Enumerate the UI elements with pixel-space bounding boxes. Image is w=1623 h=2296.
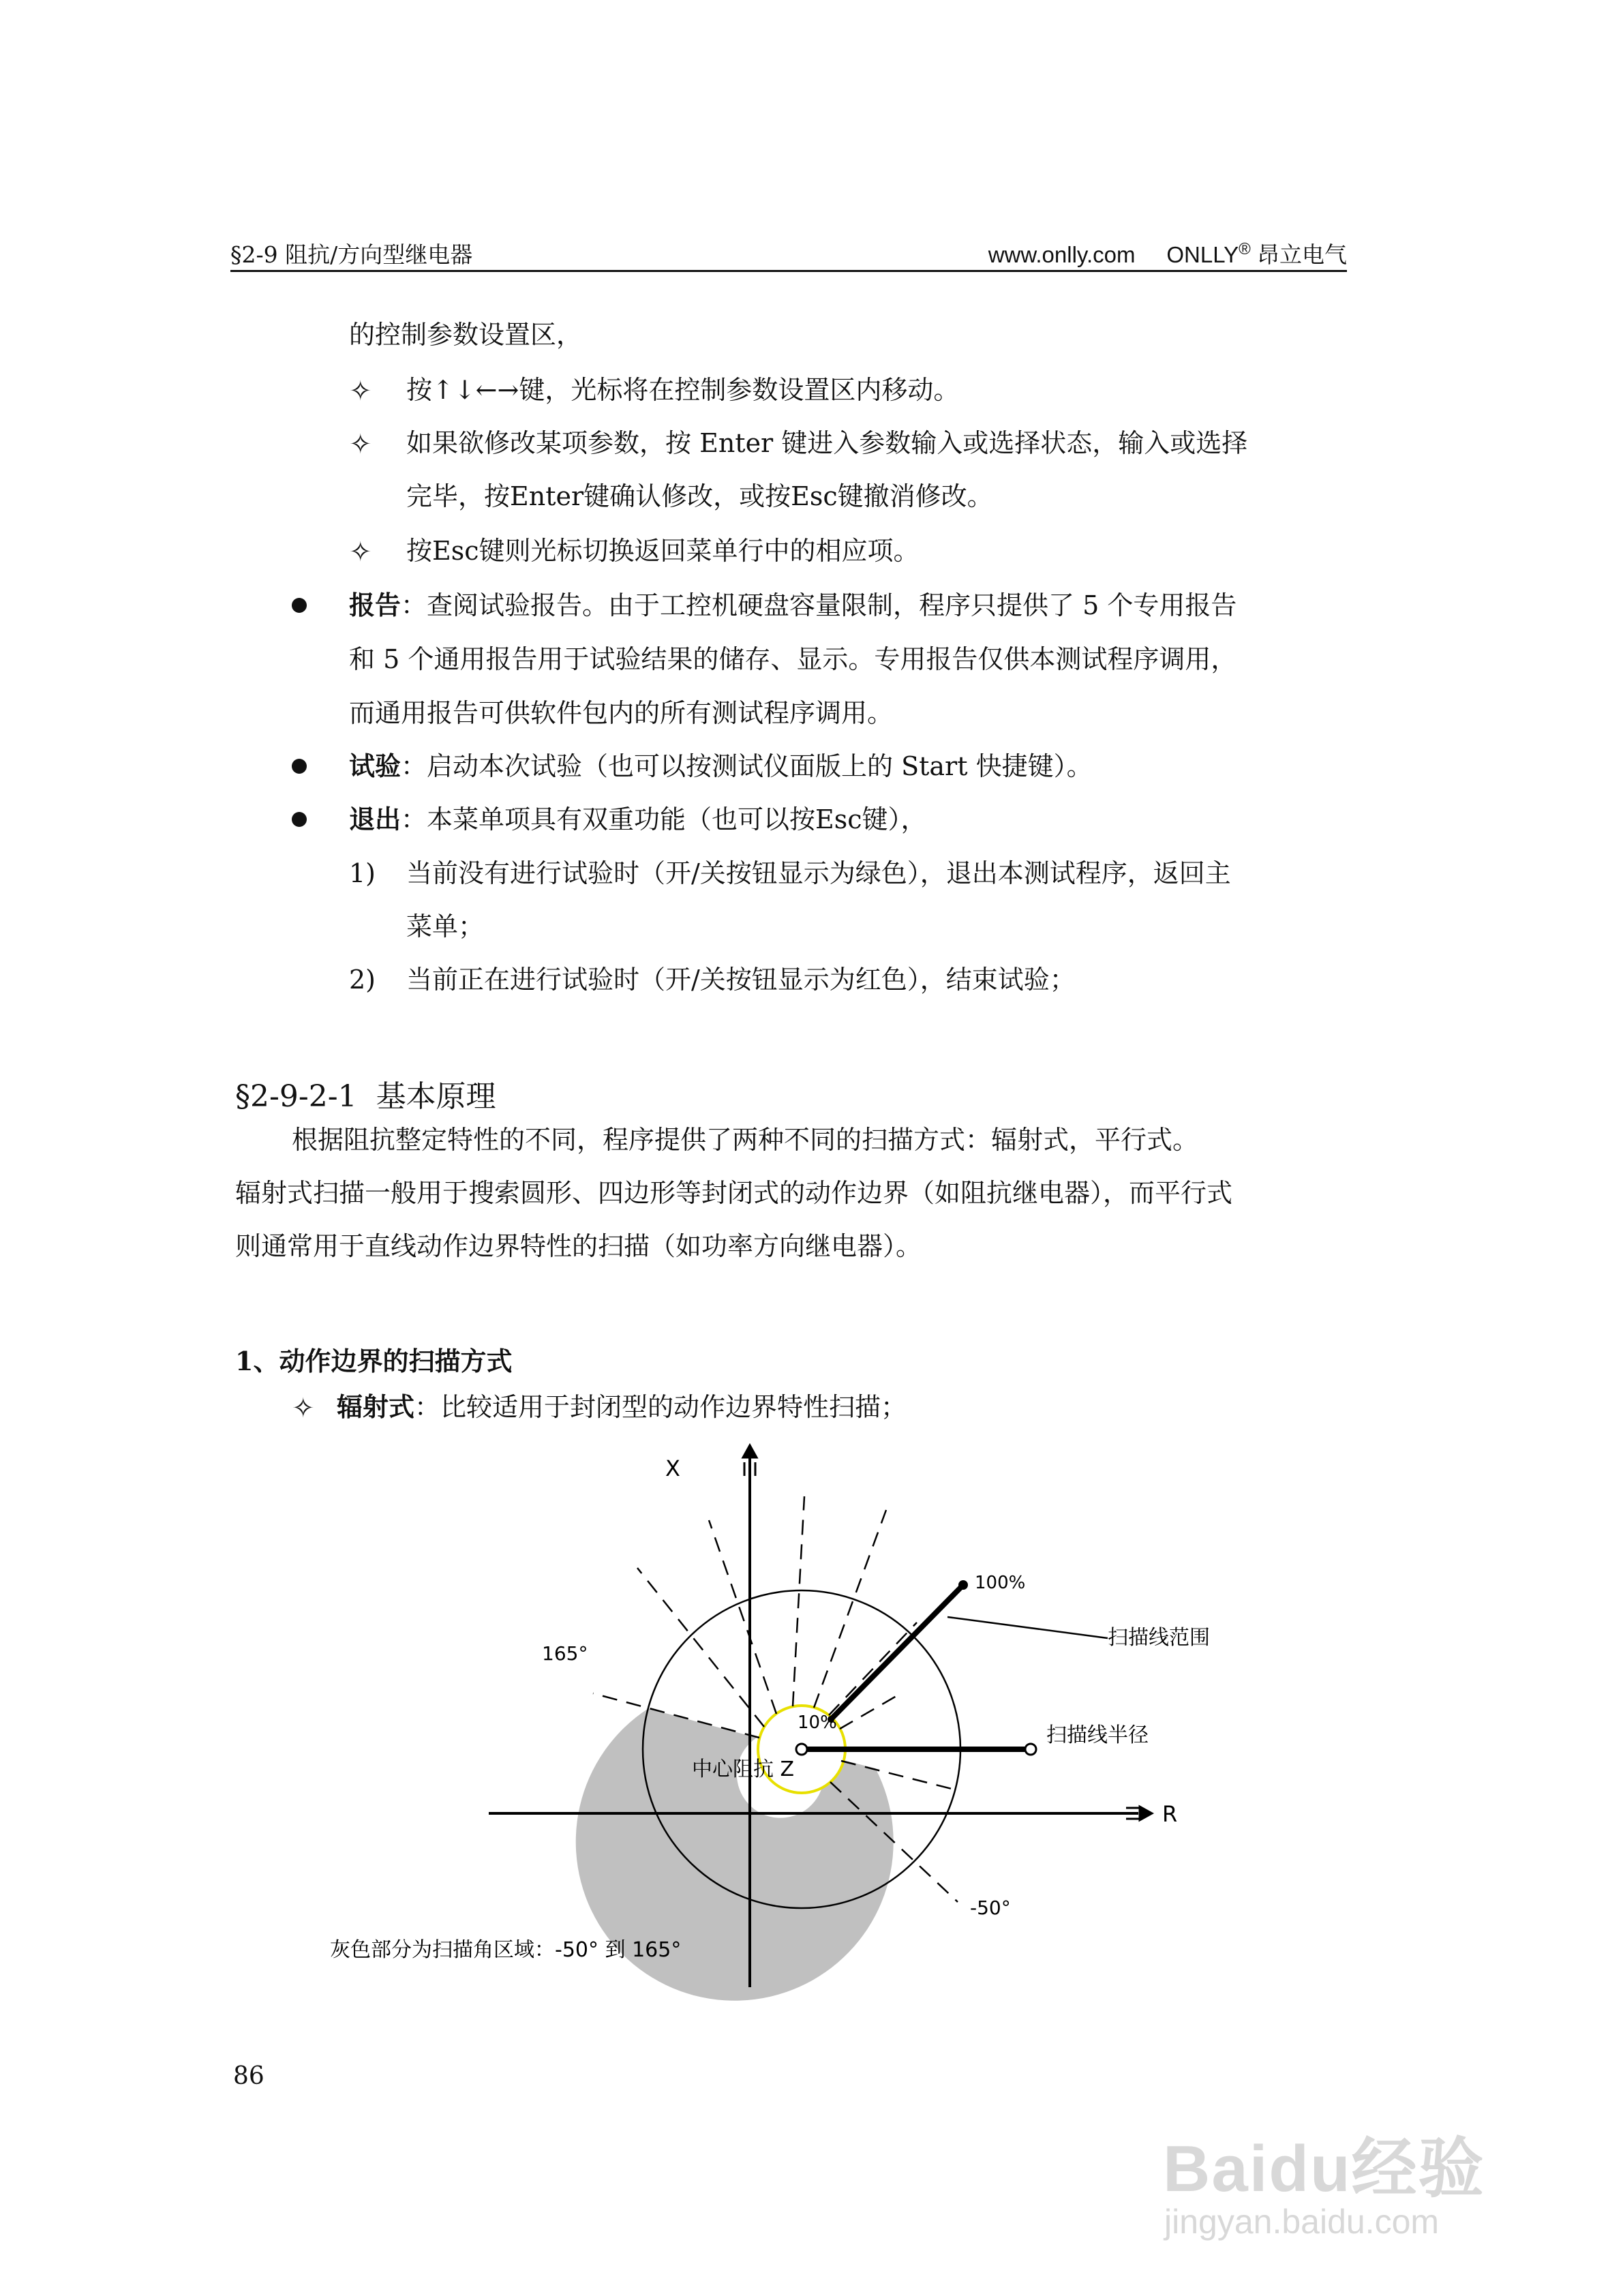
exit-subitem-2: 当前正在进行试验时（开/关按钮显示为红色），结束试验； xyxy=(406,965,1076,995)
scan-range-label: 扫描线范围 xyxy=(1108,1626,1210,1650)
angle-start-label: 165° xyxy=(542,1642,588,1665)
endpoint-100 xyxy=(958,1580,968,1590)
diamond-bullet-icon: ✧ xyxy=(349,429,372,460)
label-100pct: 100% xyxy=(975,1573,1026,1593)
scan-line xyxy=(637,1568,764,1727)
control-item-1: 按↑↓←→键，光标将在控制参数设置区内移动。 xyxy=(406,375,960,405)
paragraph-line-1: 根据阻抗整定特性的不同，程序提供了两种不同的扫描方式：辐射式，平行式。 xyxy=(292,1125,1199,1155)
section-number: §2-9-2-1 xyxy=(235,1079,357,1114)
scan-range-leader xyxy=(947,1617,1108,1638)
control-item-2-line-2: 完毕，按Enter键确认修改，或按Esc键撤消修改。 xyxy=(406,481,993,511)
continuation-text: 的控制参数设置区， xyxy=(349,320,583,350)
exit-subitem-number: 2) xyxy=(349,965,376,995)
center-point xyxy=(796,1744,807,1755)
control-item-2-line-1: 如果欲修改某项参数，按 Enter 键进入参数输入或选择状态，输入或选择 xyxy=(406,428,1248,458)
label-10pct: 10% xyxy=(798,1712,837,1733)
diamond-bullet-icon: ✧ xyxy=(292,1393,315,1424)
r-axis-label: R xyxy=(1162,1801,1178,1827)
angle-end-label: -50° xyxy=(970,1897,1011,1919)
header-company: 昂立电气 xyxy=(1257,241,1347,268)
exit-subitem-1-line-1: 当前没有进行试验时（开/关按钮显示为绿色），退出本测试程序，返回主 xyxy=(406,858,1231,888)
paragraph-line-3: 则通常用于直线动作边界特性的扫描（如功率方向继电器）。 xyxy=(235,1231,922,1261)
x-axis-label: X xyxy=(665,1455,680,1481)
exit-subitem-1-line-2: 菜单； xyxy=(406,911,485,941)
scan-line xyxy=(709,1520,776,1714)
header-section-title: §2-9 阻抗/方向型继电器 xyxy=(230,241,473,268)
diamond-bullet-icon: ✧ xyxy=(349,537,372,568)
scan-line xyxy=(829,1622,917,1715)
watermark-url: jingyan.baidu.com xyxy=(1164,2203,1440,2241)
control-item-3: 按Esc键则光标切换返回菜单行中的相应项。 xyxy=(406,536,920,566)
header-brand: ONLLY xyxy=(1166,242,1239,267)
page-number: 86 xyxy=(233,2062,264,2090)
diagram-caption: 灰色部分为扫描角区域：-50° 到 165° xyxy=(330,1938,682,1962)
registered-mark: ® xyxy=(1239,240,1251,258)
header-website: www.onlly.com xyxy=(988,242,1136,267)
paragraph-line-2: 辐射式扫描一般用于搜索圆形、四边形等封闭式的动作边界（如阻抗继电器），而平行式 xyxy=(235,1178,1233,1208)
diamond-bullet-icon: ✧ xyxy=(349,376,372,407)
scan-radius-label: 扫描线半径 xyxy=(1046,1723,1149,1747)
menu-item-report-line-1: 报告：查阅试验报告。由于工控机硬盘容量限制，程序只提供了 5 个专用报告 xyxy=(349,590,1237,620)
menu-item-exit: 退出：本菜单项具有双重功能（也可以按Esc键）， xyxy=(349,804,927,834)
menu-item-test: 试验：启动本次试验（也可以按测试仪面版上的 Start 快捷键）。 xyxy=(349,751,1093,781)
radius-endpoint xyxy=(1025,1744,1036,1755)
scan-line xyxy=(793,1496,804,1706)
radial-scan-bullet: 辐射式：比较适用于封闭型的动作边界特性扫描； xyxy=(337,1391,907,1422)
exit-subitem-number: 1) xyxy=(349,858,376,888)
menu-item-report-line-2: 和 5 个通用报告用于试验结果的储存、显示。专用报告仅供本测试程序调用， xyxy=(349,644,1237,674)
watermark-brand: Baidu经验 xyxy=(1163,2130,1485,2207)
subsection-title: 1、动作边界的扫描方式 xyxy=(235,1346,513,1376)
section-title: 基本原理 xyxy=(376,1079,496,1114)
menu-item-report-line-3: 而通用报告可供软件包内的所有测试程序调用。 xyxy=(349,698,894,728)
center-impedance-label: 中心阻抗 Z xyxy=(692,1757,795,1781)
